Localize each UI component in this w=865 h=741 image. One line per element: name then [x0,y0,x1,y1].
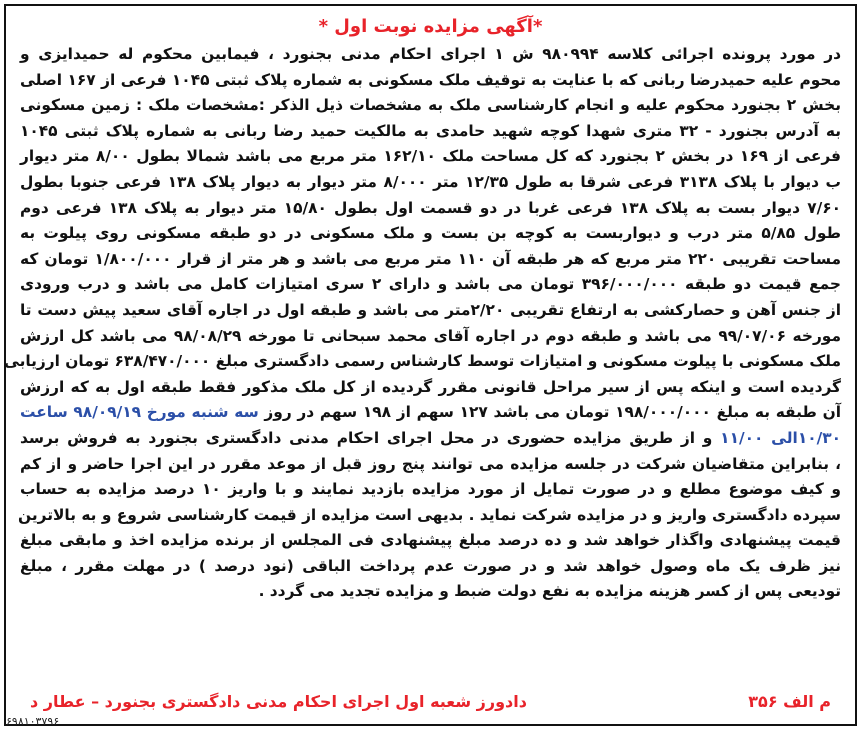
notice-line: سپرده دادگستری واریز و در مزایده شرکت نماید . بدیهی است مزایده از قیمت کارشناسی شروع و به بالاترین [17,505,841,524]
notice-line-auction-date [20,400,841,426]
notice-line: مساحت تقریبی ۲۲۰ متر مربع که هر طبقه آن ۱۱۰ متر مربع می باشد و هر متر از قرار ۱/۸۰۰/۰۰۰ تومان که [20,249,842,268]
notice-line: بخش ۲ بجنورد محکوم علیه و انجام کارشناسی ملک به مشخصات ذیل الذکر :مشخصات ملک : زمین مسکونی [20,96,841,115]
notice-line: از جنس آهن و حصارکشی به ارتفاع تقریبی ۲/۲۰متر می باشد و طبقه اول در اجاره آقای سعید پیش دست تا [20,300,841,319]
auction-date-lead: آن طبقه به مبلغ ۱۹۸/۰۰۰/۰۰۰ تومان می باشد ۱۲۷ سهم از ۱۹۸ سهم در روز [258,403,841,422]
notice-body [4,42,842,605]
notice-line: قیمت پیشنهادی واگذار خواهد شد و ده درصد مبلغ پیشنهادی فی المجلس از برنده مزایده اخذ و مابقی مبلغ [20,531,841,550]
notice-line: گردیده است و اینکه پس از سیر مراحل قانونی مقرر گردیده از کل ملک مذکور فقط طبقه اول به که ارزش [20,377,841,396]
notice-line: در مورد پرونده اجرائی کلاسه ۹۸۰۹۹۴ ش ۱ اجرای احکام مدنی بجنورد ، فیمابین محکوم له حمیدایزی و [20,45,841,63]
notice-line: ملک مسکونی با پیلوت مسکونی و امتیازات توسط کارشناس رسمی دادگستری مبلغ ۶۳۸/۴۷۰/۰۰۰ تومان ارزیابی [4,352,841,371]
notice-title: *آگهی مزایده نوبت اول * [318,16,543,37]
footer-reference: م الف ۳۵۶ [748,692,831,711]
notice-footer [30,689,831,715]
notice-line: به آدرس بجنورد - ۳۲ متری شهدا کوچه شهید حامدی به مالکیت حمید رضا ربانی به شماره پلاک ثبتی ۱۰۴۵ [20,121,842,140]
notice-line: طول ۵/۸۵ متر درب و دیواربست به کوچه بن بست و ملک مسکونی در دو طبقه مسکونی روی پیلوت به [20,224,842,243]
auction-date: سه شنبه مورخ ۹۸/۰۹/۱۹ ساعت [20,403,259,422]
notice-line: مورخه ۹۹/۰۷/۰۶ می باشد و طبقه دوم در اجاره آقای محمد سبحانی تا مورخه ۹۸/۰۸/۲۹ می باشد کل ارزش [20,326,841,345]
notice-code: ۶۹۸۱۰۳۷۹۶ [6,715,60,728]
auction-time-tail: و از طریق مزایده حضوری در محل اجرای احکام مدنی دادگستری بجنورد به فروش برسد [20,428,721,447]
notice-line: جمع قیمت دو طبقه ۳۹۶/۰۰۰/۰۰۰ تومان می باشد و دارای ۲ سری امتیازات کامل می باشد و درب ورودی [20,275,842,294]
notice-line: ۷/۶۰ دیوار بست به پلاک ۱۳۸ فرعی غربا در دو قسمت اول بطول ۱۵/۸۰ متر دیوار به پلاک ۱۳۸ فرعی دوم [20,198,842,217]
notice-line-auction-time [20,426,841,452]
auction-time: ۱۰/۳۰الی ۱۱/۰۰ [720,428,842,447]
notice-line: فرعی از ۱۶۹ در بخش ۲ بجنورد که کل مساحت ملک ۱۶۲/۱۰ متر مربع می باشد شمالا بطول ۸/۰۰ متر دیوار [20,147,841,166]
notice-line: و کیف موضوع مطلع و در صورت تمایل از مورد مزایده بازدید نمایند و با واریز ۱۰ درصد مزایده به حساب [20,480,841,499]
notice-line-last: تودیعی پس از کسر هزینه مزایده به نفع دولت ضبط و مزایده تجدید می گردد . [258,582,841,601]
notice-line: نیز ظرف یک ماه وصول خواهد شد و در صورت عدم پرداخت الباقی (نود درصد ) در مهلت مقرر ، مبلغ [20,556,841,575]
footer-signature: دادورز شعبه اول اجرای احکام مدنی دادگستری بجنورد – عطار د [30,692,527,711]
notice-line: ، بنابراین متقاضیان شرکت در جلسه مزایده می توانند پنج روز قبل از موعد مقرر در این اجرا حاضر و از کم [20,454,841,473]
notice-line: ب دیوار با پلاک ۳۱۳۸ فرعی شرقا به طول ۱۲/۳۵ متر ۸/۰۰۰ متر دیوار به دیوار پلاک ۱۳۸ فرعی جنوبا بطول [20,172,841,191]
notice-frame [4,4,857,726]
notice-line: محوم علیه حمیدرضا ربانی که با عنایت به توقیف ملک مسکونی به شماره پلاک ثبتی ۱۰۴۵ فرعی از ۱۶۷ اصلی [20,70,842,89]
